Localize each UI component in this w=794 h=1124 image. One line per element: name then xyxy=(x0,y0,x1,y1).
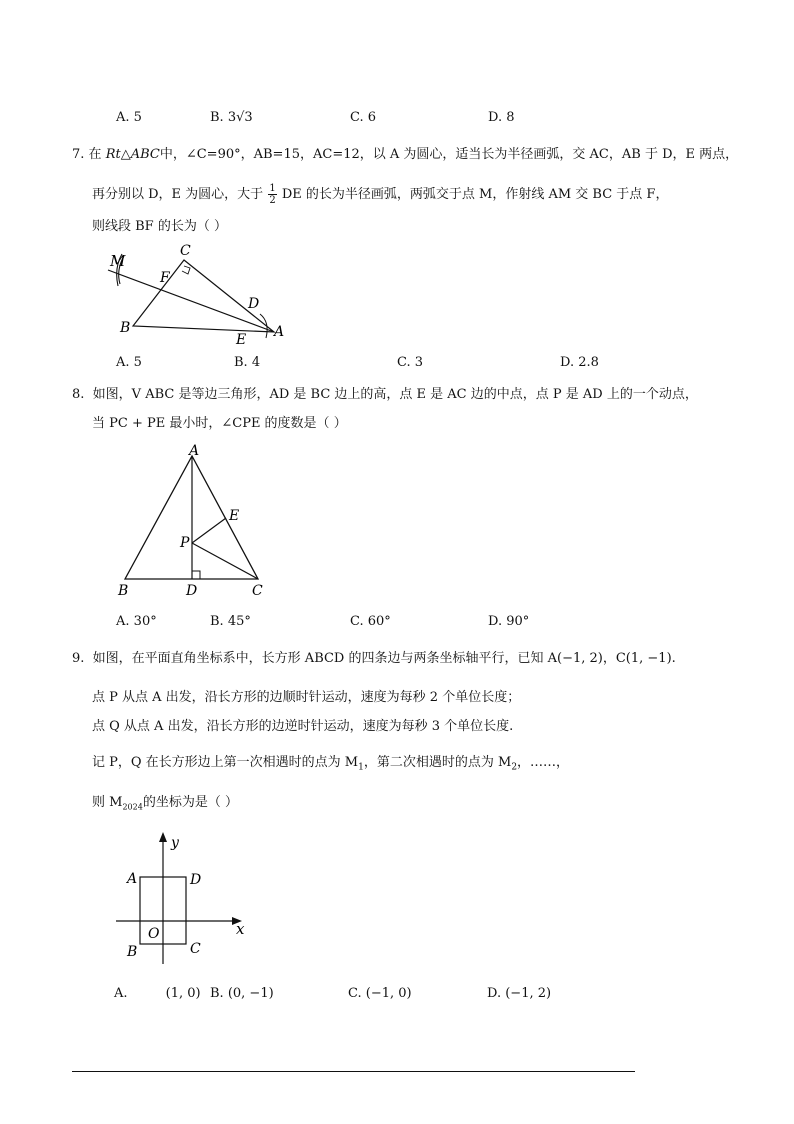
q9-figure xyxy=(110,830,260,970)
option-value: 6 xyxy=(367,110,377,125)
option-label: D. xyxy=(560,355,575,370)
q8-option-b[interactable] xyxy=(210,614,251,630)
option-value: (0, −1) xyxy=(227,986,274,1001)
option-value: 2.8 xyxy=(578,355,599,370)
y-axis-arrow xyxy=(159,832,167,842)
fraction xyxy=(268,183,276,206)
label-b: B xyxy=(120,320,131,336)
label-a: A xyxy=(274,324,285,340)
option-value: 5 xyxy=(133,110,142,125)
option-value: (1, 0) xyxy=(165,986,201,1001)
option-label: A. xyxy=(116,614,130,629)
label-c: C xyxy=(190,941,201,957)
option-value: (−1, 2) xyxy=(505,986,552,1001)
label-a: A xyxy=(127,871,138,887)
option-label: D. xyxy=(487,986,502,1001)
option-label: C. xyxy=(348,986,362,1001)
label-d: D xyxy=(248,296,260,312)
option-label: A. xyxy=(116,110,130,125)
label-c: C xyxy=(252,583,263,599)
option-value: 3√3 xyxy=(227,110,253,125)
label-a: A xyxy=(189,443,200,459)
q8-option-d[interactable] xyxy=(488,614,529,630)
text: 记 P，Q 在长方形边上第一次相遇时的点为 M xyxy=(92,755,359,770)
option-label: A. xyxy=(114,986,128,1001)
option-value: 45° xyxy=(227,614,251,629)
label-b: B xyxy=(127,944,138,960)
question-number: 9. xyxy=(72,651,85,666)
option-label: B. xyxy=(210,110,224,125)
option-value: 4 xyxy=(251,355,261,370)
fraction-numerator: 1 xyxy=(269,183,276,194)
footer-divider xyxy=(72,1071,635,1072)
q7-option-b[interactable] xyxy=(234,355,260,371)
option-value: 30° xyxy=(133,614,157,629)
q7-line3: 则线段 BF 的长为（ ） xyxy=(92,219,227,234)
q7-line1 xyxy=(72,147,738,163)
label-b: B xyxy=(118,583,129,599)
segment-pe xyxy=(192,518,226,543)
q7-option-c[interactable] xyxy=(397,355,423,371)
q8-option-c[interactable] xyxy=(350,614,391,630)
q9-option-d[interactable] xyxy=(487,986,551,1002)
text: Rt△ABC xyxy=(105,147,160,162)
q8-option-a[interactable] xyxy=(116,614,157,630)
q8-line1 xyxy=(72,387,698,403)
label-e: E xyxy=(236,332,247,348)
option-label: C. xyxy=(397,355,411,370)
label-m: M xyxy=(110,252,126,270)
q7-option-a[interactable] xyxy=(116,355,142,371)
text: 再分别以 D，E 为圆心，大于 xyxy=(92,187,264,202)
option-value: 3 xyxy=(414,355,424,370)
text: 中，∠C=90°，AB=15，AC=12，以 A 为圆心，适当长为半径画弧，交 AC，AB 于 D，E 两点， xyxy=(159,147,739,162)
right-angle-mark xyxy=(182,266,190,274)
q6-option-b[interactable] xyxy=(210,110,253,126)
option-value: (−1, 0) xyxy=(365,986,412,1001)
q7-line2 xyxy=(92,183,668,206)
text: 如图，V ABC 是等边三角形，AD 是 BC 边上的高，点 E 是 AC 边的中点，点 P 是 AD 上的一个动点， xyxy=(92,387,698,402)
label-c: C xyxy=(180,243,191,259)
label-x: x xyxy=(236,920,245,938)
q8-figure xyxy=(110,443,280,603)
text: 在 xyxy=(88,147,102,162)
label-p: P xyxy=(180,535,190,551)
text: 则 M xyxy=(92,795,123,810)
label-e: E xyxy=(229,508,240,524)
option-label: C. xyxy=(350,110,364,125)
q9-line3: 点 Q 从点 A 出发，沿长方形的边逆时针运动，速度为每秒 3 个单位长度. xyxy=(92,719,514,734)
option-value: 60° xyxy=(367,614,391,629)
q9-line5 xyxy=(92,795,238,816)
fraction-denominator: 2 xyxy=(269,195,276,206)
question-number: 8. xyxy=(72,387,85,402)
q9-option-b[interactable] xyxy=(210,986,274,1002)
q9-option-a[interactable] xyxy=(114,986,201,1002)
q9-line4 xyxy=(92,755,569,776)
text: ，第二次相遇时的点为 M xyxy=(363,755,512,770)
option-value: 8 xyxy=(506,110,515,125)
q9-option-c[interactable] xyxy=(348,986,412,1002)
option-label: B. xyxy=(210,986,224,1001)
option-label: C. xyxy=(350,614,364,629)
q9-line1 xyxy=(72,651,676,667)
option-label: D. xyxy=(488,110,503,125)
text: ，……， xyxy=(517,755,570,770)
label-d: D xyxy=(190,872,202,888)
option-value: 5 xyxy=(133,355,142,370)
q9-line2: 点 P 从点 A 出发，沿长方形的边顺时针运动，速度为每秒 2 个单位长度； xyxy=(92,690,521,705)
subscript: 2024 xyxy=(122,802,143,812)
q8-line2: 当 PC + PE 最小时，∠CPE 的度数是（ ） xyxy=(92,416,347,431)
q6-option-c[interactable] xyxy=(350,110,376,126)
option-label: B. xyxy=(234,355,248,370)
question-number: 7. xyxy=(72,147,85,162)
q7-figure xyxy=(100,240,300,350)
label-o: O xyxy=(148,926,160,942)
subscript: 2 xyxy=(511,762,518,773)
q6-option-a[interactable] xyxy=(116,110,142,126)
text: 的坐标为是（ ） xyxy=(142,795,238,810)
text: 如图，在平面直角坐标系中，长方形 ABCD 的四条边与两条坐标轴平行，已知 A(−1, 2)，C(1, −1). xyxy=(92,651,676,666)
q7-option-d[interactable] xyxy=(560,355,599,371)
q6-option-d[interactable] xyxy=(488,110,515,126)
label-f: F xyxy=(160,270,170,286)
subscript: 1 xyxy=(358,762,364,773)
option-value: 90° xyxy=(506,614,530,629)
label-y: y xyxy=(171,835,179,851)
right-angle-mark xyxy=(192,571,200,579)
option-label: A. xyxy=(116,355,130,370)
option-label: B. xyxy=(210,614,224,629)
label-d: D xyxy=(186,583,198,599)
option-label: D. xyxy=(488,614,503,629)
text: DE 的长为半径画弧，两弧交于点 M，作射线 AM 交 BC 于点 F， xyxy=(281,187,669,202)
